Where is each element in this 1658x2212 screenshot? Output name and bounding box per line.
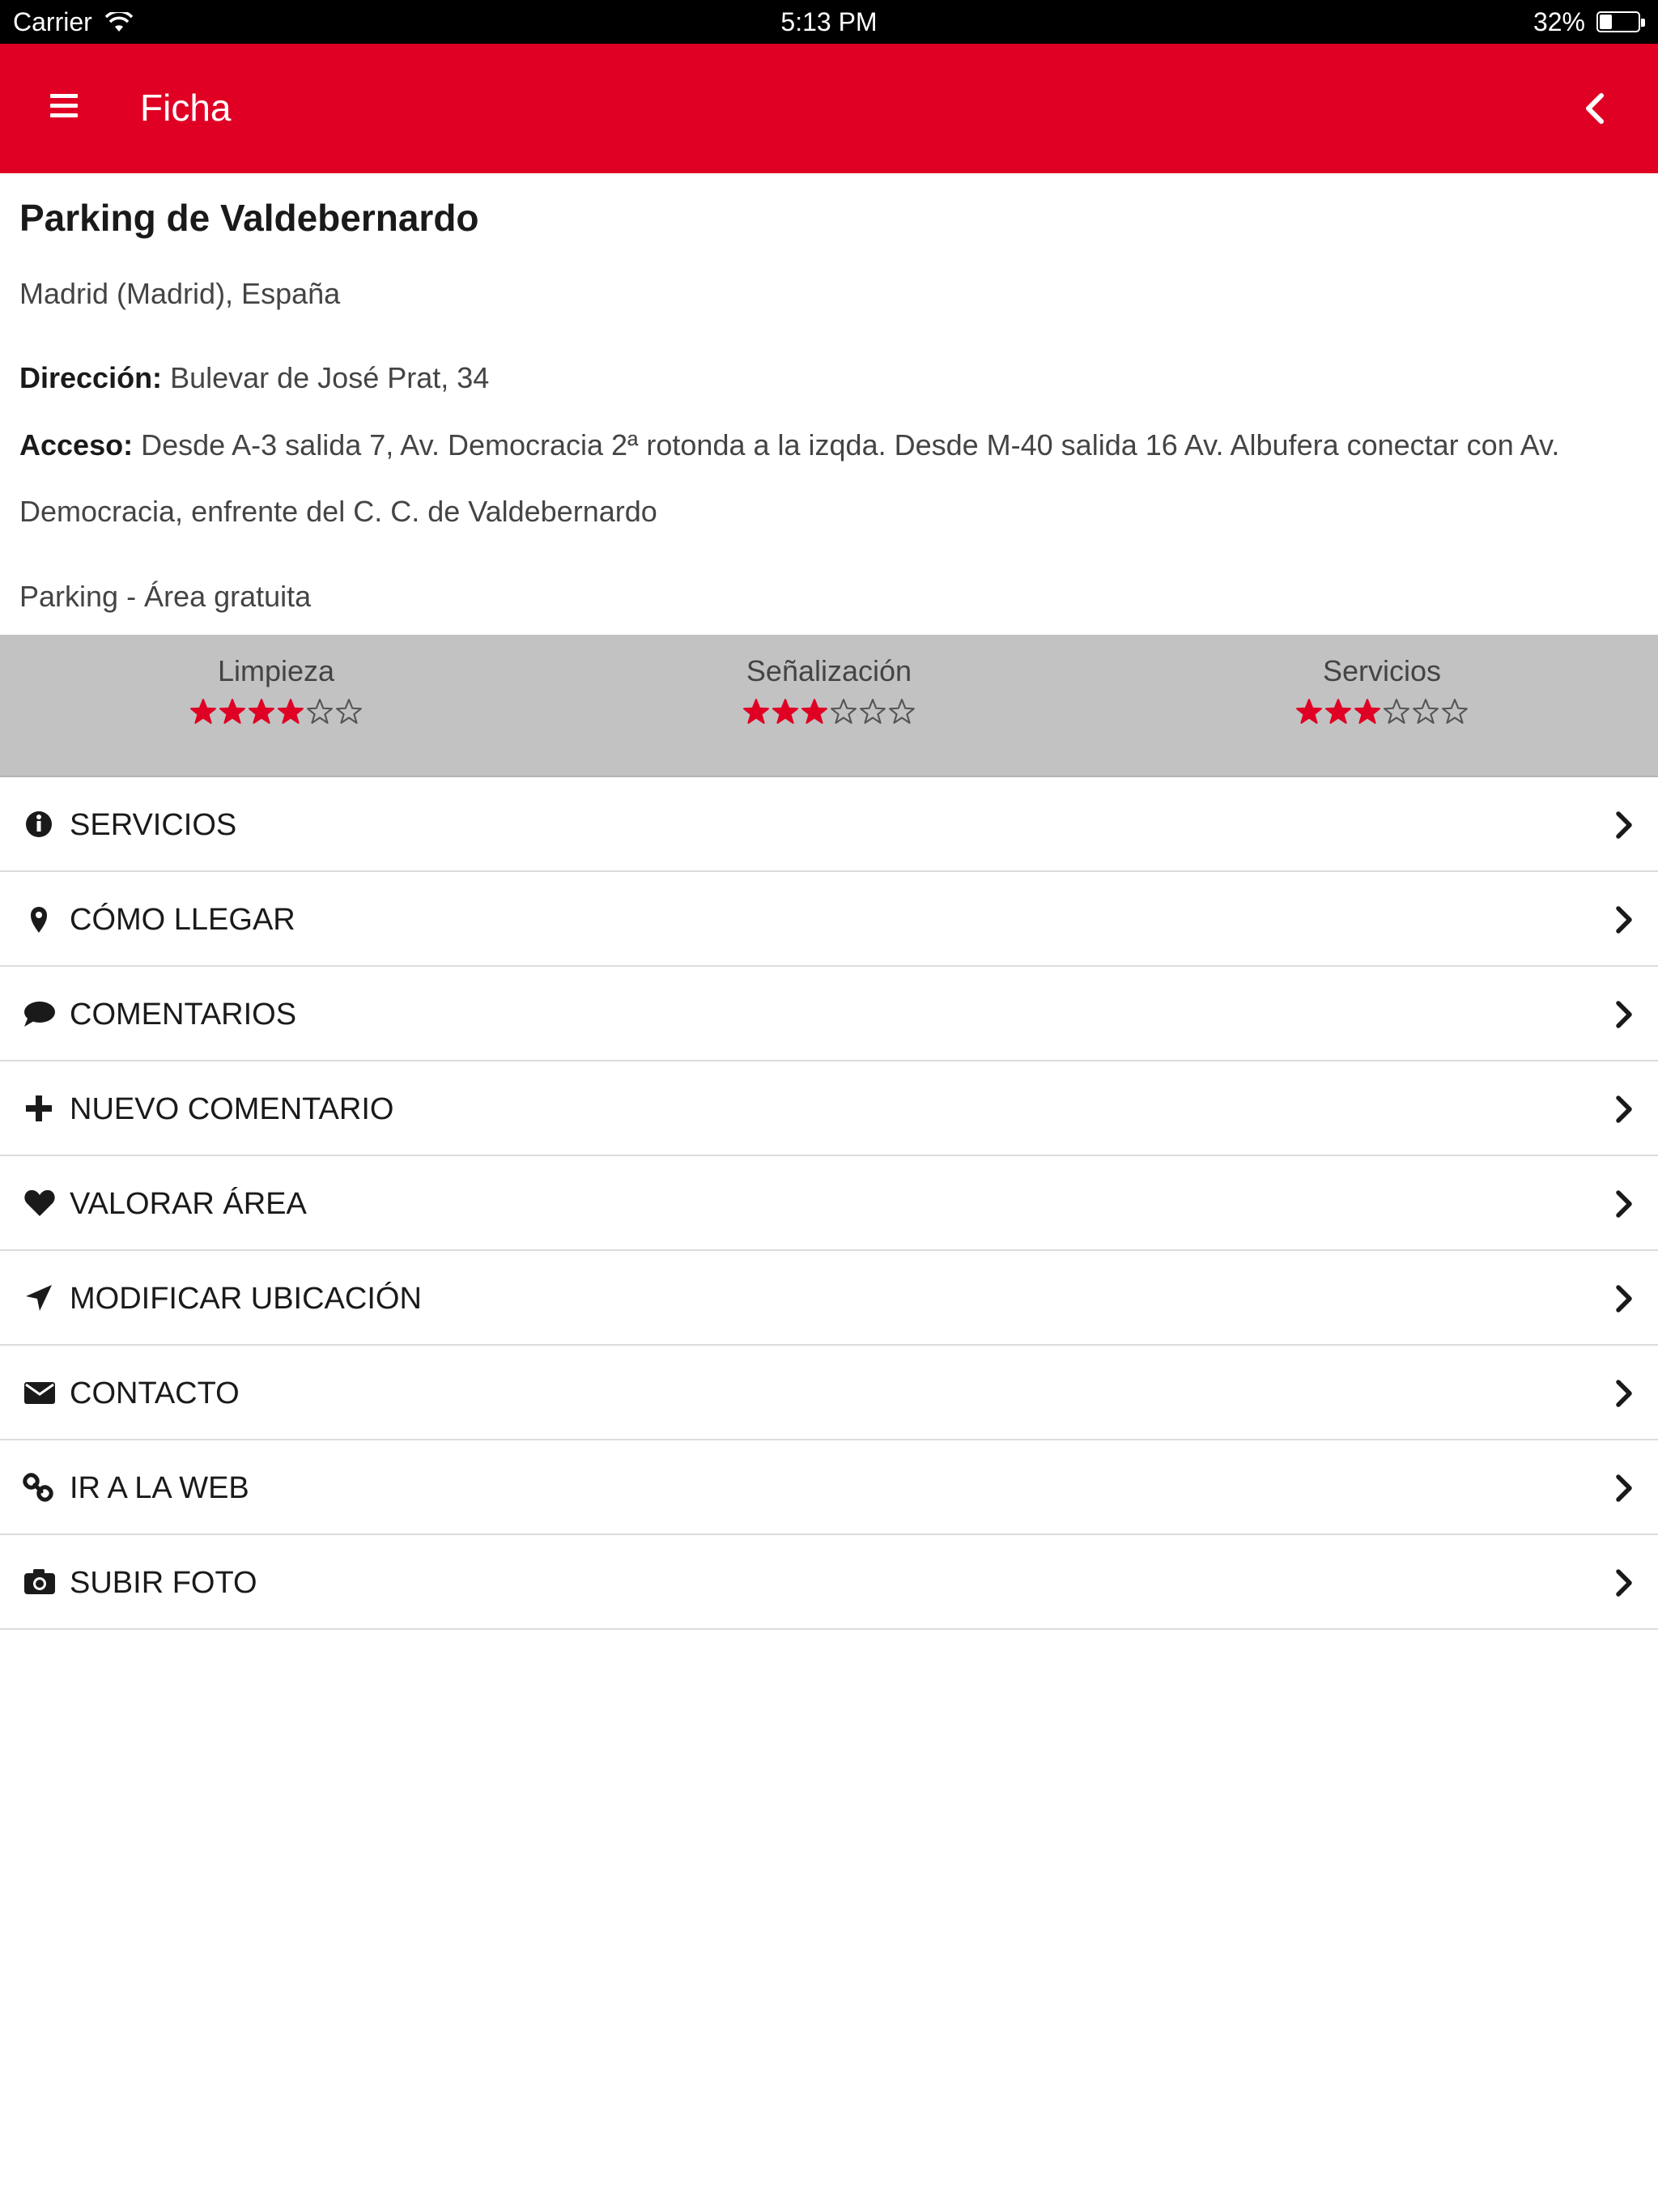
rating-limpieza: [0, 635, 552, 777]
menu-item-servicios[interactable]: [0, 777, 1658, 872]
camera-icon: [23, 1566, 58, 1598]
menu-item-label: CONTACTO: [70, 1376, 240, 1410]
envelope-icon: [23, 1376, 58, 1409]
chevron-right-icon: [1613, 1094, 1635, 1125]
carrier-label: Carrier: [13, 7, 92, 36]
address-label: Dirección:: [19, 361, 163, 394]
star-empty-icon: [830, 698, 857, 725]
place-name: Parking de Valdebernardo: [19, 197, 479, 239]
address-value: Bulevar de José Prat, 34: [170, 361, 490, 394]
app-header: [0, 44, 1658, 173]
star-filled-icon: [248, 698, 275, 725]
menu-item-subir-foto[interactable]: [0, 1535, 1658, 1630]
heart-icon: [23, 1187, 58, 1219]
link-icon: [23, 1471, 58, 1504]
location-arrow-icon: [23, 1282, 58, 1314]
chevron-right-icon: [1613, 810, 1635, 840]
star-rating: [553, 698, 1105, 737]
page-title: Ficha: [140, 87, 232, 129]
access-value: Desde A-3 salida 7, Av. Democracia 2ª rotonda a la izqda. Desde M-40 salida 16 Av. Albufera conectar con Av. Democracia, enfrente del C. C. de Valdebernardo: [19, 428, 1560, 528]
rating-label: Limpieza: [217, 654, 335, 687]
actions-list: [0, 777, 1658, 1630]
star-filled-icon: [1354, 698, 1381, 725]
rating-servicios: [1106, 635, 1658, 777]
clock: 5:13 PM: [780, 7, 878, 36]
hamburger-icon[interactable]: [50, 94, 78, 118]
map-marker-icon: [23, 903, 58, 935]
menu-item-comentarios[interactable]: [0, 967, 1658, 1061]
status-bar: [0, 0, 1658, 44]
star-empty-icon: [1412, 698, 1439, 725]
menu-item-ir-a-la-web[interactable]: [0, 1440, 1658, 1535]
menu-item-label: SUBIR FOTO: [70, 1566, 257, 1600]
star-empty-icon: [335, 698, 363, 725]
menu-item-label: COMENTARIOS: [70, 998, 297, 1032]
star-empty-icon: [888, 698, 916, 725]
menu-item-label: VALORAR ÁREA: [70, 1187, 307, 1221]
menu-item-como-llegar[interactable]: [0, 872, 1658, 967]
chevron-right-icon: [1613, 1568, 1635, 1598]
menu-item-contacto[interactable]: [0, 1346, 1658, 1440]
star-filled-icon: [189, 698, 217, 725]
menu-item-modificar-ubicacion[interactable]: [0, 1251, 1658, 1346]
place-location: Madrid (Madrid), España: [19, 277, 341, 310]
menu-item-label: MODIFICAR UBICACIÓN: [70, 1282, 422, 1316]
star-empty-icon: [306, 698, 334, 725]
chevron-right-icon: [1613, 904, 1635, 935]
star-rating: [1106, 698, 1658, 737]
star-filled-icon: [1295, 698, 1323, 725]
battery-percent: 32%: [1533, 7, 1585, 36]
star-empty-icon: [1441, 698, 1469, 725]
menu-item-label: IR A LA WEB: [70, 1471, 249, 1505]
place-type: Parking - Área gratuita: [19, 580, 312, 613]
star-filled-icon: [277, 698, 304, 725]
battery-icon: [1596, 11, 1640, 32]
star-filled-icon: [801, 698, 828, 725]
star-empty-icon: [859, 698, 886, 725]
star-filled-icon: [219, 698, 246, 725]
rating-label: Señalización: [746, 654, 912, 687]
rating-label: Servicios: [1322, 654, 1442, 687]
menu-item-label: SERVICIOS: [70, 808, 237, 842]
star-filled-icon: [1324, 698, 1352, 725]
address-line: [19, 345, 1630, 411]
ratings-panel: [0, 635, 1658, 777]
menu-item-label: CÓMO LLEGAR: [70, 903, 295, 937]
chevron-right-icon: [1613, 999, 1635, 1030]
plus-icon: [23, 1092, 58, 1125]
comment-icon: [23, 998, 58, 1030]
chevron-right-icon: [1613, 1283, 1635, 1314]
chevron-right-icon: [1613, 1189, 1635, 1219]
chevron-left-icon[interactable]: [1579, 91, 1611, 126]
info-icon: [23, 808, 58, 840]
menu-item-valorar-area[interactable]: [0, 1156, 1658, 1251]
chevron-right-icon: [1613, 1473, 1635, 1504]
rating-senalizacion: [553, 635, 1105, 777]
star-filled-icon: [772, 698, 799, 725]
chevron-right-icon: [1613, 1378, 1635, 1409]
access-label: Acceso:: [19, 428, 134, 462]
star-filled-icon: [742, 698, 770, 725]
menu-item-nuevo-comentario[interactable]: [0, 1061, 1658, 1156]
menu-item-label: NUEVO COMENTARIO: [70, 1092, 394, 1126]
star-empty-icon: [1383, 698, 1410, 725]
access-line: [19, 412, 1630, 545]
star-rating: [0, 698, 552, 737]
